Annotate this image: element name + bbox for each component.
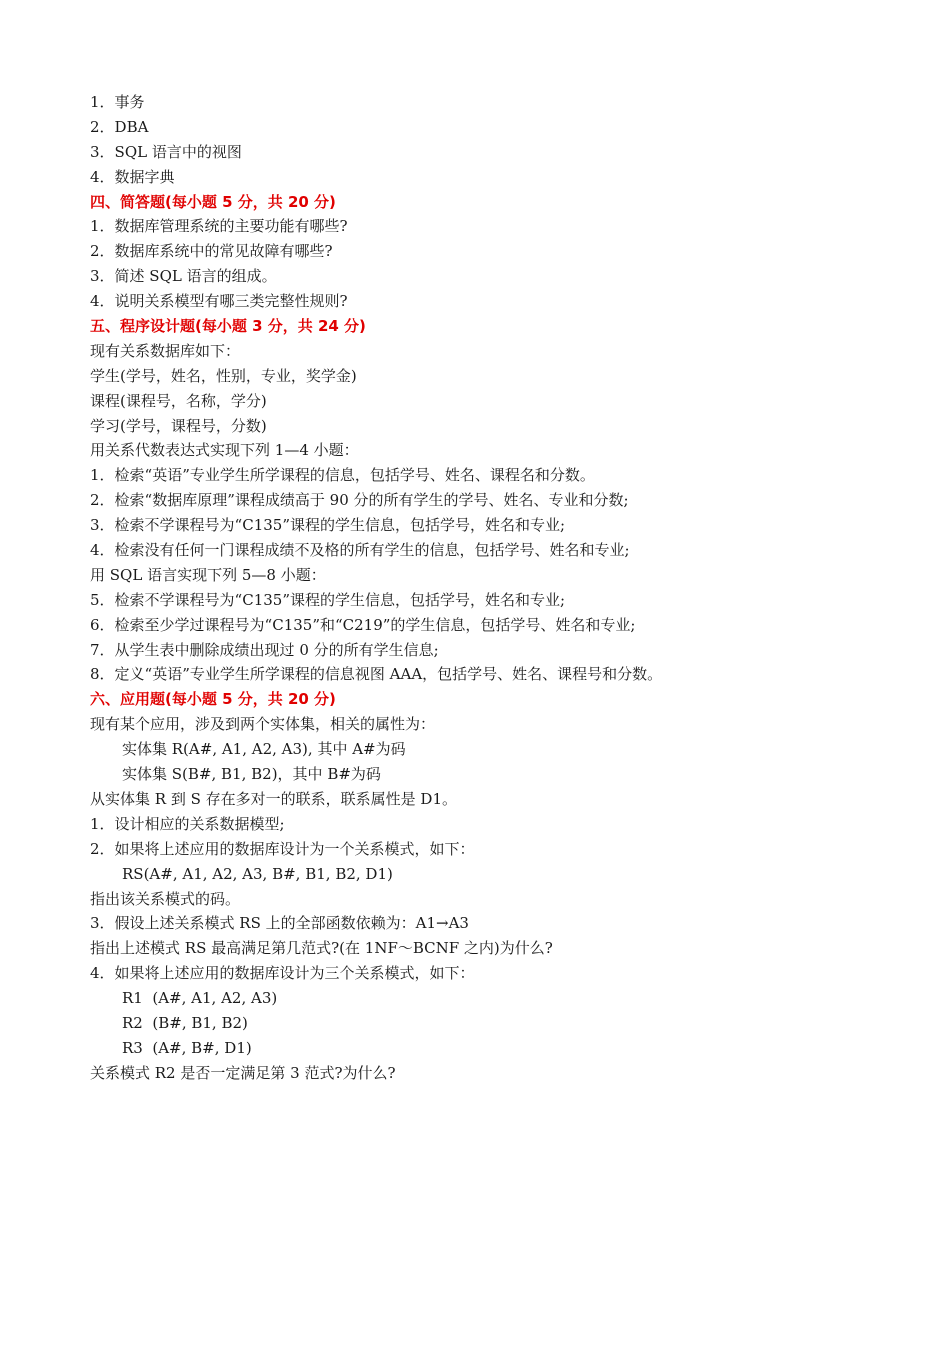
paragraph: 现有某个应用，涉及到两个实体集，相关的属性为： [90, 715, 436, 734]
list-item: 1．检索“英语”专业学生所学课程的信息，包括学号、姓名、课程名和分数。 [90, 466, 595, 485]
list-item: 1．数据库管理系统的主要功能有哪些? [90, 217, 348, 236]
section-heading-short-answer: 四、简答题(每小题 5 分，共 20 分) [90, 192, 336, 211]
entity-definition: 实体集 R(A#, A1, A2, A3), 其中 A#为码 [122, 740, 406, 759]
list-item: 2．DBA [90, 117, 149, 136]
list-item: 2．数据库系统中的常见故障有哪些? [90, 242, 333, 261]
paragraph: 指出该关系模式的码。 [90, 889, 241, 908]
paragraph: 用 SQL 语言实现下列 5—8 小题： [90, 565, 326, 584]
paragraph: 指出上述模式 RS 最高满足第几范式?(在 1NF～BCNF 之内)为什么? [90, 939, 553, 958]
list-item: 6．检索至少学过课程号为“C135”和“C219”的学生信息，包括学号、姓名和专业; [90, 615, 636, 634]
entity-definition: 实体集 S(B#, B1, B2)，其中 B#为码 [122, 765, 381, 784]
list-item: 7．从学生表中删除成绩出现过 0 分的所有学生信息; [90, 640, 439, 659]
list-item: 5．检索不学课程号为“C135”课程的学生信息，包括学号，姓名和专业; [90, 590, 566, 609]
relation-schema: R3 (A#, B#, D1) [122, 1038, 252, 1057]
relation-schema: RS(A#, A1, A2, A3, B#, B1, B2, D1) [122, 864, 393, 883]
list-item: 1．事务 [90, 93, 145, 111]
list-item: 4．检索没有任何一门课程成绩不及格的所有学生的信息，包括学号、姓名和专业; [90, 541, 630, 560]
list-item: 3．假设上述关系模式 RS 上的全部函数依赖为：A1→A3 [90, 914, 469, 933]
list-item: 4．如果将上述应用的数据库设计为三个关系模式，如下： [90, 964, 475, 983]
relation-schema: R1 (A#, A1, A2, A3) [122, 989, 278, 1008]
relation-schema: 课程(课程号，名称，学分) [90, 391, 267, 410]
list-item: 2．如果将上述应用的数据库设计为一个关系模式，如下： [90, 839, 475, 858]
paragraph: 从实体集 R 到 S 存在多对一的联系，联系属性是 D1。 [90, 789, 457, 808]
list-item: 3．简述 SQL 语言的组成。 [90, 267, 277, 286]
relation-schema: 学生(学号，姓名，性别，专业，奖学金) [90, 366, 357, 385]
section-heading-programming: 五、程序设计题(每小题 3 分，共 24 分) [90, 317, 366, 336]
list-item: 3．SQL 语言中的视图 [90, 142, 242, 161]
list-item: 3．检索不学课程号为“C135”课程的学生信息，包括学号，姓名和专业; [90, 516, 566, 535]
list-item: 8．定义“英语”专业学生所学课程的信息视图 AAA，包括学号、姓名、课程号和分数。 [90, 665, 663, 684]
list-item: 2．检索“数据库原理”课程成绩高于 90 分的所有学生的学号、姓名、专业和分数; [90, 491, 629, 510]
relation-schema: 学习(学号，课程号，分数) [90, 416, 267, 435]
document-body [90, 90, 870, 1086]
section-heading-application: 六、应用题(每小题 5 分，共 20 分) [90, 690, 336, 709]
relation-schema: R2 (B#, B1, B2) [122, 1013, 248, 1032]
paragraph: 用关系代数表达式实现下列 1—4 小题： [90, 441, 359, 460]
paragraph: 关系模式 R2 是否一定满足第 3 范式?为什么? [90, 1063, 396, 1082]
list-item: 1．设计相应的关系数据模型; [90, 814, 285, 833]
paragraph: 现有关系数据库如下： [90, 341, 241, 360]
list-item: 4．数据字典 [90, 167, 175, 186]
list-item: 4．说明关系模型有哪三类完整性规则? [90, 292, 348, 311]
